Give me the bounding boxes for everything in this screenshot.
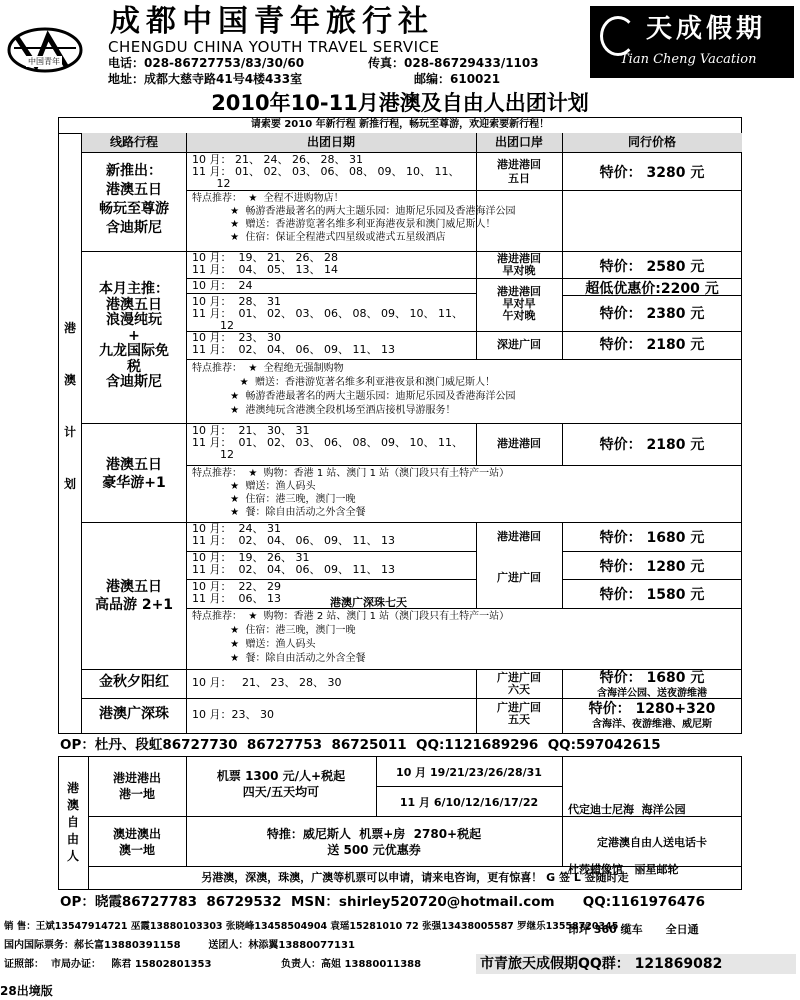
sales-contacts: 销 售：王斌13547914721 巫霞13880103303 张晓峰13458504904 袁瑶15281010 72 张强13438005587 罗继乐13558720345 xyxy=(4,921,619,932)
page-title: 2010年10-11月港澳及自由人出团计划 xyxy=(211,91,589,115)
ticketing-contacts: 国内国际票务：郝长富13880391158 送团人：林添翼13880077131 xyxy=(4,940,355,951)
trip-price: 特价： 2380 元 xyxy=(599,306,705,322)
agency-fax: 传真：028-86729433/1103 xyxy=(368,56,539,70)
page-number: 28出境版 xyxy=(0,984,53,998)
departure-dates: 10 月： 23、 30 11 月： 02、 04、 06、 09、 11、 13 xyxy=(192,331,395,356)
op-contact-line-2: OP：晓霞86727783 86729532 MSN：shirley520720@hotmail.com QQ:1161976476 xyxy=(60,894,706,910)
free-row1-dates-oct: 10 月 19/21/23/26/28/31 xyxy=(396,766,542,779)
free-row1-price: 机票 1300 元/人+税起 四天/五天均可 xyxy=(216,769,346,799)
trip-price: 特价： 2580 元 xyxy=(599,259,705,275)
departure-port: 港进港回 五日 xyxy=(497,158,541,185)
trip-price: 特价： 1580 元 xyxy=(599,587,705,603)
trip-price: 特价： 3280 元 xyxy=(599,165,705,181)
brand-name-cn: 天成假期 xyxy=(646,14,767,44)
agency-name-cn: 成都中国青年旅行社 xyxy=(110,4,434,39)
agency-logo xyxy=(6,26,84,74)
departure-dates: 10 月： 21、 30、 31 11 月： 01、 02、 03、 06、 08、 09、 10、 11、 12 xyxy=(192,424,463,461)
trip-price: 特价： 1280+320 xyxy=(588,701,716,717)
departure-dates: 10 月： 21、 24、 26、 28、 31 11 月： 01、 02、 03、 06、 08、 09、 10、 11、 12 xyxy=(192,153,460,190)
departure-dates: 10 月： 22、 29 11 月： 06、 13 xyxy=(192,580,281,605)
departure-dates: 10 月：23、 30 xyxy=(192,708,274,721)
logo-text: 中国青年 xyxy=(28,57,60,66)
agency-phone: 电话：028-86727753/83/30/60 xyxy=(108,56,305,70)
brand-swirl-icon xyxy=(600,16,636,56)
free-footnote: 另港澳，深澳，珠澳，广澳等机票可以申请，请来电咨询，更有惊喜！ G 签 L 签随时走 xyxy=(201,871,629,884)
departure-dates: 10 月： 28、 31 11 月： 01、 02、 03、 06、 08、 09、 10、 11、 12 xyxy=(192,295,463,332)
brand-banner xyxy=(590,6,794,78)
departure-dates: 10 月： 24 xyxy=(192,279,253,292)
free-row1-extra: 代定迪士尼海 海洋公园 杜莎蜡像馆 丽星邮轮 昂坪 360 缆车 全日通 xyxy=(568,803,699,936)
price-note: 含海洋、夜游维港、威尼斯 xyxy=(592,719,712,730)
departure-dates: 10 月： 21、 23、 28、 30 xyxy=(192,676,342,689)
free-row1-dates-nov: 11 月 6/10/12/16/17/22 xyxy=(399,796,539,809)
route-name: 新推出： 港澳五日 畅玩至尊游 含迪斯尼 xyxy=(99,163,169,236)
trip-price: 超低优惠价:2200 元 xyxy=(585,281,719,297)
qq-group: 市青旅天成假期QQ群： 121869082 xyxy=(476,954,796,974)
features-list: 特点推荐： ★ 购物：香港 1 站、澳门 1 站（澳门段只有土特产一站） ★ 赠送：渔人码头 ★ 住宿：港三晚，澳门一晚 ★ 餐：除自由活动之外含全餐 xyxy=(192,468,510,518)
notice-line: 请索要 2010 年新行程 新推行程，畅玩至尊游，欢迎索要新行程！ xyxy=(250,119,550,130)
features-list: 特点推荐： ★ 购物：香港 2 站、澳门 1 站（澳门段只有土特产一站） ★ 住宿：港三晚，澳门一晚 ★ 赠送：渔人码头 ★ 餐：除自由活动之外含全餐 xyxy=(192,611,510,664)
free-row2-extra: 定港澳自由人送电话卡 xyxy=(597,836,707,849)
route-name: 金秋夕阳红 xyxy=(99,674,169,690)
departure-port: 港进港回 xyxy=(497,530,541,543)
op-contact-line: OP：杜丹、段虹86727730 86727753 86725011 QQ:1121689296 QQ:597042615 xyxy=(60,737,661,753)
free-row1-label: 港进港出 港一地 xyxy=(112,771,161,801)
col-header-port: 出团口岸 xyxy=(476,133,562,151)
brand-name-en: Tian Cheng Vacation xyxy=(620,52,757,67)
departure-port: 港进港回 xyxy=(497,437,541,450)
departure-port: 港进港回 早对晚 xyxy=(497,252,541,277)
trip-price: 特价： 1280 元 xyxy=(599,559,705,575)
departure-dates: 10 月： 24、 31 11 月： 02、 04、 06、 09、 11、 13 xyxy=(192,522,395,547)
departure-dates: 10 月： 19、 21、 26、 28 11 月： 04、 05、 13、 14 xyxy=(192,251,338,276)
departure-port: 广进广回 xyxy=(497,571,541,584)
trip-price: 特价： 2180 元 xyxy=(599,337,705,353)
route-name: 港澳五日 豪华游+1 xyxy=(102,457,166,491)
route-name: 本月主推： 港澳五日 浪漫纯玩 + 九龙国际免 税 含迪斯尼 xyxy=(99,281,169,390)
departure-port: 广进广回 五天 xyxy=(497,701,541,726)
trip-note: 港澳广深珠七天 xyxy=(330,596,407,609)
side-label-hk-macau-plan: 港 澳 计 划 xyxy=(63,321,76,491)
agency-postcode: 邮编：610021 xyxy=(414,72,501,86)
route-name: 港澳广深珠 xyxy=(99,706,169,722)
features-list: 特点推荐： ★ 全程不进购物店！ ★ 畅游香港最著名的两大主题乐园：迪斯尼乐园及香港海洋公园 ★ 赠送：香港游览著名维多利亚海港夜景和澳门威尼斯人！ ★ 住宿：保证全程港式四星级或港式五星级酒店 xyxy=(192,193,516,243)
col-header-route: 线路行程 xyxy=(82,133,186,151)
departure-port: 港进港回 早对早 午对晚 xyxy=(497,285,541,322)
departure-port: 广进广回 六天 xyxy=(497,671,541,696)
trip-price: 特价： 2180 元 xyxy=(599,437,705,453)
col-header-dates: 出团日期 xyxy=(186,133,476,151)
price-note: 含海洋公园、送夜游维港 xyxy=(597,688,707,699)
route-name: 港澳五日 高品游 2+1 xyxy=(94,579,174,613)
certificate-contacts: 证照部： 市局办证： 陈君 15802801353 负责人：高姐 13880011388 xyxy=(4,959,422,970)
agency-name-en: CHENGDU CHINA YOUTH TRAVEL SERVICE xyxy=(108,38,440,56)
departure-port: 深进广回 xyxy=(497,338,541,351)
side-label-free-traveler: 港 澳 自 由 人 xyxy=(66,781,79,863)
col-header-price: 同行价格 xyxy=(562,133,742,151)
features-list: 特点推荐： ★ 全程绝无强制购物 ★ 赠送：香港游览著名维多利亚港夜景和澳门威尼斯人！ ★ 畅游香港最著名的两大主题乐园：迪斯尼乐园及香港海洋公园 ★ 港澳纯玩含港澳全段机场至酒店接机导游服务！ xyxy=(192,363,516,416)
free-row2-label: 澳进澳出 澳一地 xyxy=(112,827,161,857)
agency-address: 地址：成都大慈寺路41号4楼433室 xyxy=(108,72,303,86)
free-row2-price: 特推：威尼斯人 机票+房 2780+税起 送 500 元优惠券 xyxy=(266,827,482,857)
trip-price: 特价： 1680 元 xyxy=(599,670,705,686)
departure-dates: 10 月： 19、 26、 31 11 月： 02、 04、 06、 09、 11、 13 xyxy=(192,551,395,576)
trip-price: 特价： 1680 元 xyxy=(599,530,705,546)
